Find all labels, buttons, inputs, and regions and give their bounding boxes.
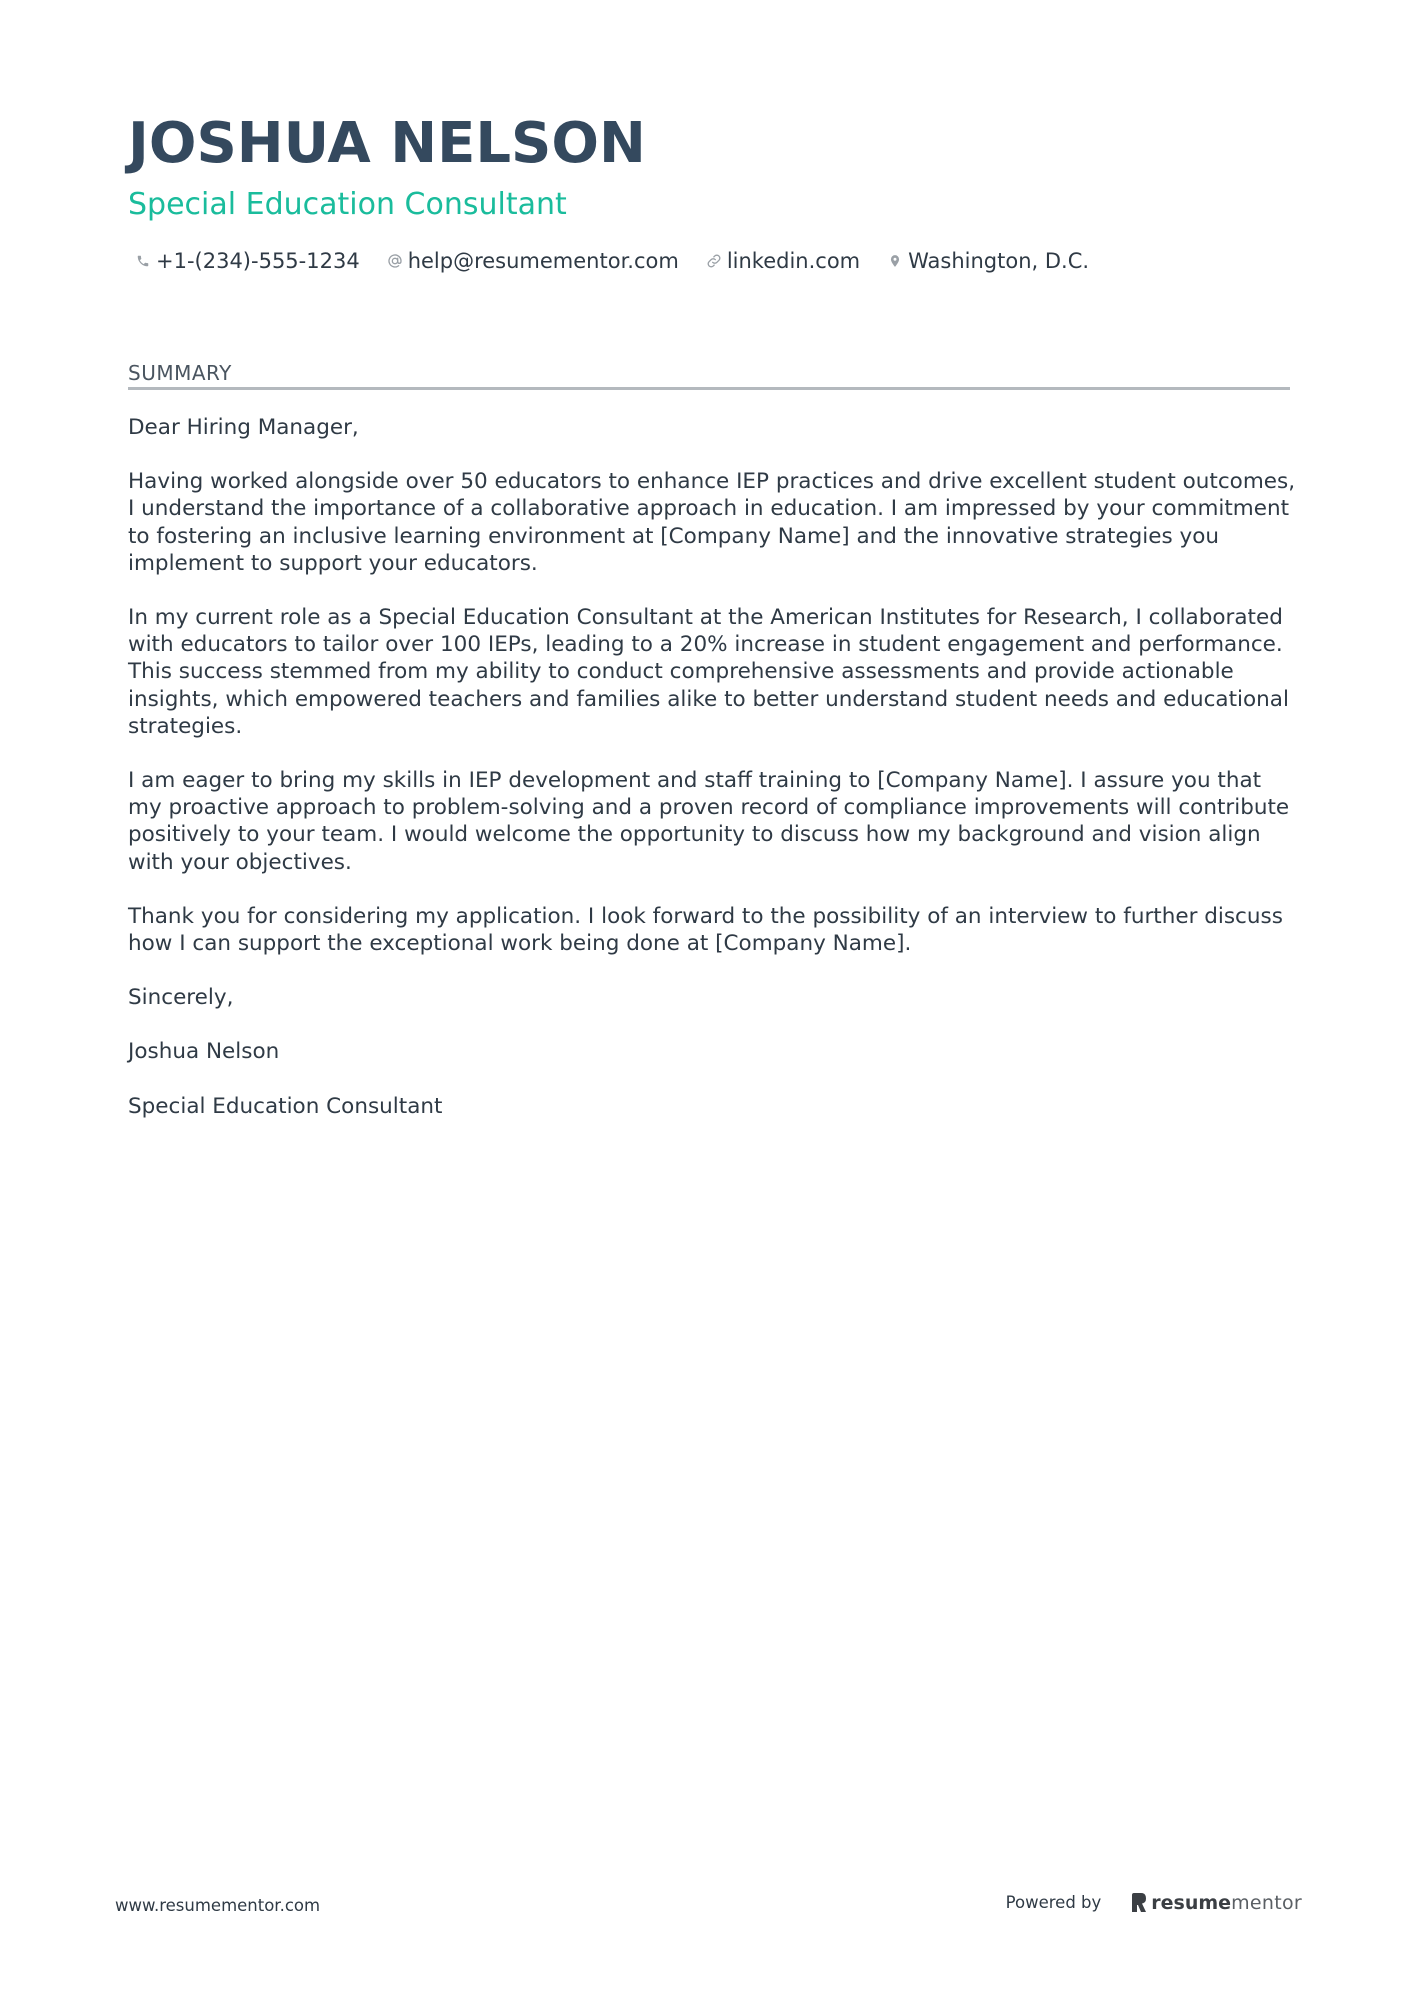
footer-website-link[interactable]: www.resumementor.com [115, 1896, 321, 1915]
letter-greeting: Dear Hiring Manager, [128, 415, 359, 440]
contact-linkedin-text: linkedin.com [726, 249, 861, 273]
resumementor-logo[interactable] [1131, 1892, 1302, 1914]
letter-paragraph: I am eager to bring my skills in IEP development and staff training to [Company Name]. I assure you that my proactive approach to problem-solving and a proven record of compliance improvements will contribute positively to your team. I would welcome the opportunity to discuss how my background and vision align with your objectives. [128, 768, 1290, 875]
phone-icon [134, 252, 152, 270]
contact-location-text: Washington, D.C. [908, 249, 1090, 273]
contact-location [886, 249, 1089, 273]
letter-body [128, 414, 1298, 1147]
contact-bar [134, 246, 1115, 276]
link-icon [705, 252, 723, 270]
contact-email[interactable] [386, 249, 679, 273]
section-heading-summary: SUMMARY [128, 361, 232, 385]
letter-paragraph: In my current role as a Special Education Consultant at the American Institutes for Research, I collaborated with educators to tailor over 100 IEPs, leading to a 20% increase in student engagement and performance. This success stemmed from my ability to conduct comprehensive assessments and provide actionable insights, which empowered teachers and families alike to better understand student needs and educational strategies. [128, 605, 1289, 739]
contact-phone[interactable] [134, 249, 360, 273]
letter-paragraph: Having worked alongside over 50 educators to enhance IEP practices and drive excellent student outcomes, I understand the importance of a collaborative approach in education. I am impressed by your commitment to fostering an inclusive learning environment at [Company Name] and the innovative strategies you implement to support your educators. [128, 469, 1296, 576]
powered-by-label: Powered by [1005, 1893, 1102, 1912]
contact-email-text: help@resumementor.com [407, 249, 679, 273]
candidate-name: JOSHUA NELSON [128, 111, 646, 176]
signature-name: Joshua Nelson [128, 1039, 280, 1065]
section-divider [128, 387, 1290, 390]
signature-title: Special Education Consultant [128, 1093, 443, 1119]
at-icon [386, 252, 404, 270]
contact-phone-text: +1-(234)-555-1234 [156, 249, 360, 273]
logo-text-bold: resume [1151, 1892, 1232, 1914]
letter-closing: Sincerely, [128, 985, 234, 1011]
contact-linkedin[interactable] [705, 249, 860, 273]
letter-paragraph: Thank you for considering my application. I look forward to the possibility of an interview to further discuss how I can support the exceptional work being done at [Company Name]. [128, 903, 1283, 957]
powered-by [1006, 1892, 1302, 1914]
resumementor-logo-icon [1131, 1892, 1147, 1914]
candidate-title: Special Education Consultant [128, 187, 567, 222]
logo-text-light: mentor [1231, 1892, 1302, 1914]
location-pin-icon [886, 252, 904, 270]
